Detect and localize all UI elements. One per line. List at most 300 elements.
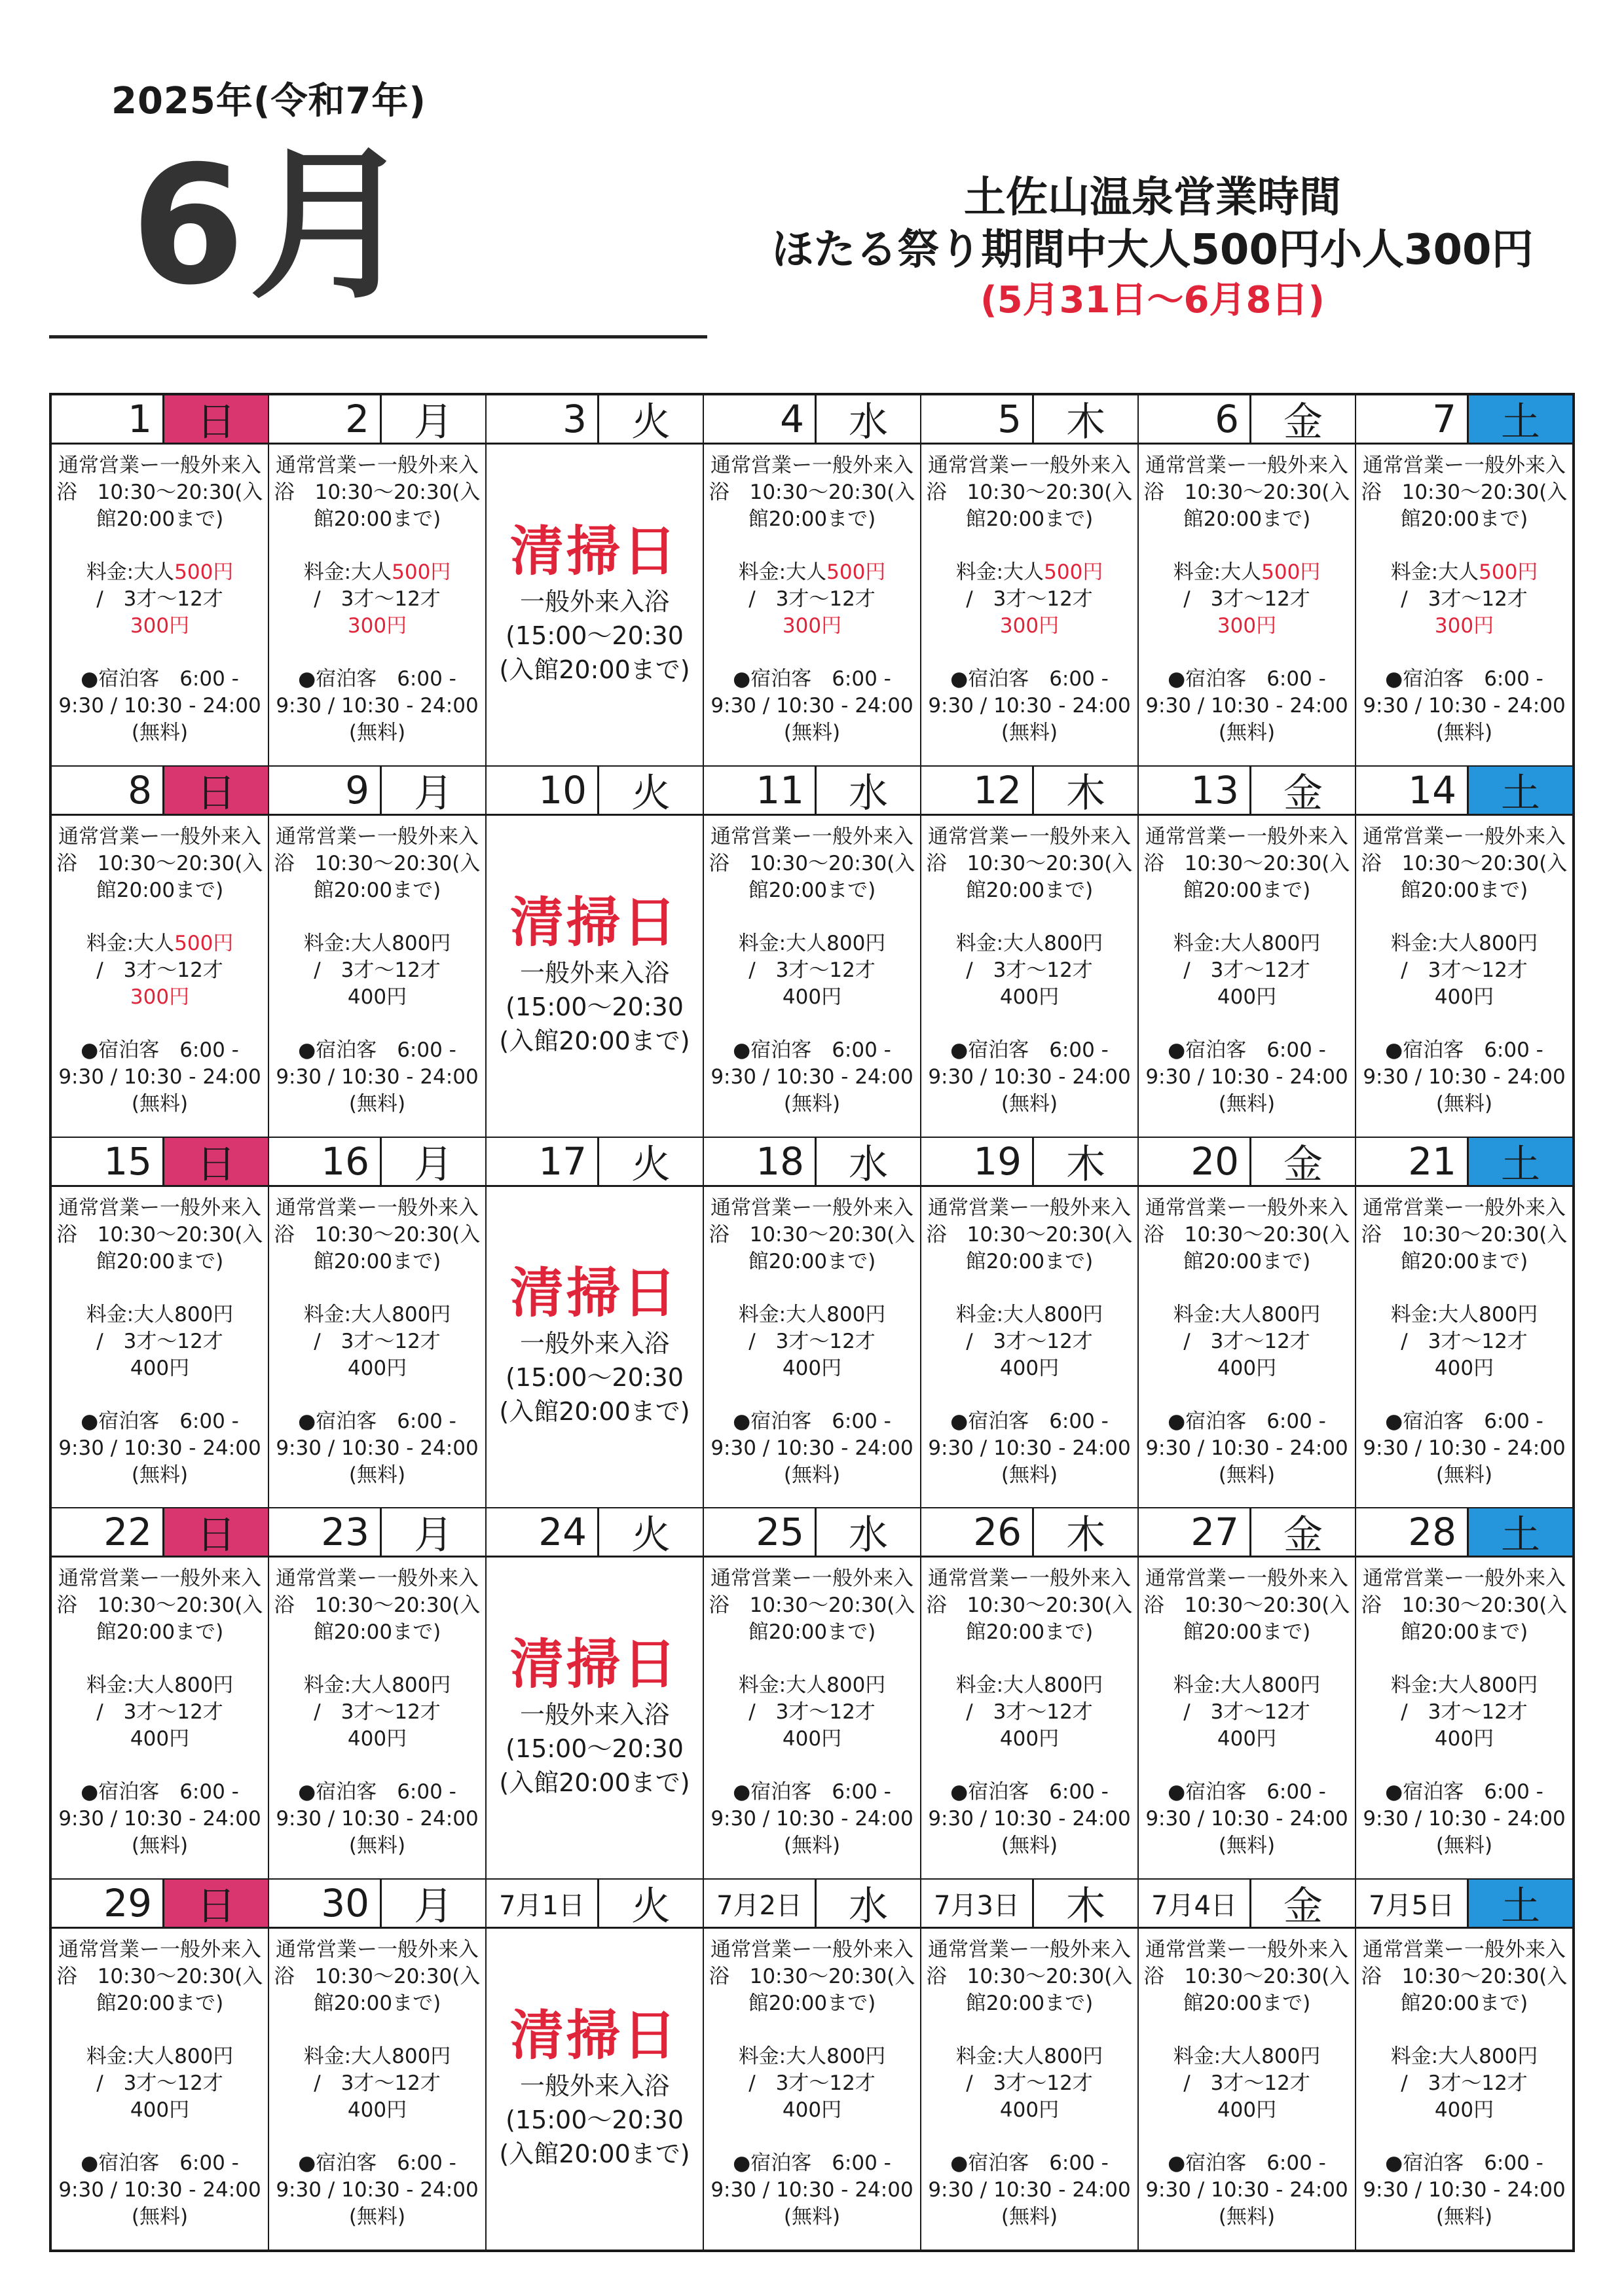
child-fee: 400円 <box>1434 1727 1494 1751</box>
price-adult <box>707 1302 917 1328</box>
adult-fee: 500円 <box>826 560 886 584</box>
child-fee: 400円 <box>1434 2098 1494 2123</box>
open-day-body <box>1356 445 1572 765</box>
guest-hours-line: ●宿泊客 6:00 - <box>1168 2151 1326 2176</box>
hours-line: 浴 10:30〜20:30(入 <box>56 1222 263 1247</box>
closed-note-line: (15:00〜20:30 <box>506 1363 684 1393</box>
hours-line: 通常営業ー一般外来入 <box>276 1195 479 1220</box>
onsen-hours-title: 土佐山温泉営業時間 <box>964 173 1341 222</box>
adult-fee: 800円 <box>826 1673 886 1698</box>
price-label: 料金:大人 <box>1390 1673 1479 1698</box>
guest-hours-line: ●宿泊客 6:00 - <box>733 1038 891 1062</box>
price-child-range: / 3才〜12才 <box>1183 1700 1310 1724</box>
hours-line: 浴 10:30〜20:30(入 <box>709 851 915 875</box>
guest-hours-line: ●宿泊客 6:00 - <box>1168 1409 1326 1433</box>
open-day-body <box>1139 1187 1355 1508</box>
calendar-day <box>1356 1137 1573 1508</box>
hours-line: 浴 10:30〜20:30(入 <box>274 1965 481 1989</box>
hours-line: 通常営業ー一般外来入 <box>1145 824 1348 848</box>
price-child-range: / 3才〜12才 <box>748 1700 876 1724</box>
open-day-body <box>52 816 268 1137</box>
guest-hours-line: ●宿泊客 6:00 - <box>950 1038 1109 1062</box>
price-label: 料金:大人 <box>955 1673 1044 1698</box>
price-adult <box>924 559 1135 586</box>
day-number: 16 <box>269 1138 382 1185</box>
day-number: 11 <box>704 767 817 814</box>
guest-free-note: (無料) <box>1218 2205 1276 2229</box>
hours-line: 浴 10:30〜20:30(入 <box>709 1594 915 1618</box>
child-fee: 300円 <box>130 614 190 638</box>
adult-fee: 800円 <box>1261 2045 1321 2069</box>
guest-hours-line: 9:30 / 10:30 - 24:00 <box>58 1065 261 1089</box>
guest-hours-line: ●宿泊客 6:00 - <box>81 667 239 691</box>
open-day-body <box>1356 1187 1572 1508</box>
calendar-day <box>921 1137 1138 1508</box>
closed-note-line: (15:00〜20:30 <box>506 621 684 650</box>
price-child-range: / 3才〜12才 <box>1401 1700 1528 1724</box>
guest-free-note: (無料) <box>783 1463 841 1487</box>
weekday-label: 火 <box>631 1512 671 1559</box>
day-header <box>1139 1138 1355 1187</box>
hours-line: 浴 10:30〜20:30(入 <box>56 851 263 875</box>
hours-line: 浴 10:30〜20:30(入 <box>274 851 481 875</box>
weekday-label: 土 <box>1469 767 1572 814</box>
price-child-range: / 3才〜12才 <box>748 1329 876 1353</box>
child-fee: 400円 <box>130 1727 190 1751</box>
weekday-label: 水 <box>849 1141 888 1188</box>
guest-hours-line: 9:30 / 10:30 - 24:00 <box>1145 2178 1348 2202</box>
guest-hours-line: 9:30 / 10:30 - 24:00 <box>1363 1436 1566 1460</box>
closed-note-line: (15:00〜20:30 <box>506 2105 684 2135</box>
price-adult <box>1141 559 1352 586</box>
hours-line: 館20:00まで) <box>965 1992 1094 2016</box>
price-child-range: / 3才〜12才 <box>1401 1329 1528 1353</box>
guest-free-note: (無料) <box>348 2205 406 2229</box>
child-fee: 300円 <box>782 614 842 638</box>
day-number: 7月5日 <box>1356 1880 1469 1927</box>
guest-hours-line: 9:30 / 10:30 - 24:00 <box>276 1065 479 1089</box>
hours-line: 通常営業ー一般外来入 <box>276 1567 479 1591</box>
day-number: 7月3日 <box>921 1880 1034 1927</box>
child-fee: 400円 <box>1434 985 1494 1009</box>
adult-fee: 500円 <box>1479 560 1538 584</box>
guest-hours-line: 9:30 / 10:30 - 24:00 <box>928 694 1131 718</box>
price-child-range: / 3才〜12才 <box>1183 2071 1310 2096</box>
calendar-day <box>703 1137 921 1508</box>
hours-line: 通常営業ー一般外来入 <box>928 824 1131 848</box>
hours-line: 館20:00まで) <box>1183 1620 1311 1645</box>
hours-line: 浴 10:30〜20:30(入 <box>274 1222 481 1247</box>
adult-fee: 800円 <box>1044 2045 1103 2069</box>
calendar-day <box>1356 766 1573 1137</box>
price-label: 料金:大人 <box>955 1302 1044 1326</box>
weekday-label: 火 <box>631 770 671 816</box>
calendar-day <box>486 1879 703 2250</box>
price-label: 料金:大人 <box>955 931 1044 955</box>
guest-hours-line: 9:30 / 10:30 - 24:00 <box>1145 1065 1348 1089</box>
guest-hours-line: ●宿泊客 6:00 - <box>1168 1038 1326 1062</box>
weekday-label: 土 <box>1469 1880 1572 1927</box>
day-header <box>487 1138 703 1187</box>
guest-hours-line: ●宿泊客 6:00 - <box>733 1780 891 1804</box>
price-adult <box>1359 559 1570 586</box>
calendar-day <box>921 766 1138 1137</box>
hours-line: 館20:00まで) <box>748 1620 876 1645</box>
price-adult <box>54 1672 265 1699</box>
closed-note-line: 一般外来入浴 <box>519 587 669 616</box>
hours-line: 館20:00まで) <box>313 1249 441 1273</box>
calendar-day <box>703 1879 921 2250</box>
day-number: 24 <box>487 1508 599 1556</box>
guest-hours-line: 9:30 / 10:30 - 24:00 <box>928 2178 1131 2202</box>
hours-line: 通常営業ー一般外来入 <box>710 454 913 477</box>
closed-note-line: (入館20:00まで) <box>499 655 690 684</box>
guest-free-note: (無料) <box>1435 1463 1493 1487</box>
day-header <box>487 395 703 445</box>
price-adult <box>924 1672 1135 1699</box>
guest-free-note: (無料) <box>1218 1463 1276 1487</box>
weekday-label: 木 <box>1066 1512 1105 1559</box>
price-adult <box>1141 1672 1352 1699</box>
guest-hours-line: ●宿泊客 6:00 - <box>81 1038 239 1062</box>
day-header <box>1139 1508 1355 1558</box>
guest-free-note: (無料) <box>348 1091 406 1116</box>
hours-line: 通常営業ー一般外来入 <box>1363 454 1566 477</box>
price-label: 料金:大人 <box>303 931 392 955</box>
calendar-day <box>703 395 921 766</box>
cleaning-day-title: 清掃日 <box>509 2005 679 2068</box>
hours-line: 館20:00まで) <box>1400 1249 1528 1273</box>
guest-hours-line: 9:30 / 10:30 - 24:00 <box>710 1436 913 1460</box>
hours-line: 館20:00まで) <box>965 1620 1094 1645</box>
guest-free-note: (無料) <box>131 1091 189 1116</box>
closed-note-line: (入館20:00まで) <box>499 1397 690 1427</box>
child-fee: 300円 <box>1217 614 1277 638</box>
calendar-day <box>486 1508 703 1879</box>
hours-line: 通常営業ー一般外来入 <box>58 1938 261 1962</box>
hours-line: 浴 10:30〜20:30(入 <box>1361 1965 1568 1989</box>
closed-day-body <box>487 1558 703 1878</box>
guest-free-note: (無料) <box>1435 1091 1493 1116</box>
hours-line: 通常営業ー一般外来入 <box>928 1567 1131 1591</box>
adult-fee: 500円 <box>174 560 234 584</box>
day-number: 18 <box>704 1138 817 1185</box>
child-fee: 400円 <box>999 1356 1060 1380</box>
adult-fee: 800円 <box>826 2045 886 2069</box>
price-adult <box>272 1672 483 1699</box>
guest-hours-line: ●宿泊客 6:00 - <box>950 1409 1109 1433</box>
price-adult <box>1141 2043 1352 2070</box>
weekday-label: 金 <box>1283 1512 1323 1559</box>
weekday-label: 木 <box>1066 770 1105 816</box>
day-header <box>269 395 485 445</box>
header-titles <box>707 172 1598 325</box>
day-header <box>1356 395 1572 445</box>
weekday-label: 月 <box>414 1141 453 1188</box>
hours-line: 通常営業ー一般外来入 <box>58 1567 261 1591</box>
open-day-body <box>1356 1929 1572 2250</box>
hours-line: 浴 10:30〜20:30(入 <box>926 1222 1133 1247</box>
price-adult <box>1359 1672 1570 1699</box>
guest-hours-line: 9:30 / 10:30 - 24:00 <box>710 694 913 718</box>
guest-hours-line: 9:30 / 10:30 - 24:00 <box>928 1436 1131 1460</box>
weekday-label: 金 <box>1283 1141 1323 1188</box>
calendar-day <box>486 395 703 766</box>
weekday-label: 木 <box>1066 1141 1105 1188</box>
day-header <box>704 767 920 816</box>
hours-line: 館20:00まで) <box>96 1249 224 1273</box>
weekday-label: 水 <box>849 770 888 816</box>
price-child-range: / 3才〜12才 <box>96 958 223 982</box>
open-day-body <box>269 445 485 765</box>
calendar-day <box>268 766 486 1137</box>
hours-line: 浴 10:30〜20:30(入 <box>709 481 915 504</box>
weekday-label: 金 <box>1283 770 1323 816</box>
guest-hours-line: 9:30 / 10:30 - 24:00 <box>1145 1807 1348 1831</box>
price-child-range: / 3才〜12才 <box>748 958 876 982</box>
guest-hours-line: ●宿泊客 6:00 - <box>81 1409 239 1433</box>
price-child-range: / 3才〜12才 <box>966 958 1093 982</box>
guest-free-note: (無料) <box>131 2205 189 2229</box>
calendar-day <box>921 1879 1138 2250</box>
day-number: 6 <box>1139 395 1251 443</box>
child-fee: 400円 <box>999 1727 1060 1751</box>
price-adult <box>54 559 265 586</box>
price-label: 料金:大人 <box>1173 931 1262 955</box>
closed-note-line: (15:00〜20:30 <box>506 992 684 1021</box>
day-number: 13 <box>1139 767 1251 814</box>
hours-line: 通常営業ー一般外来入 <box>1145 454 1348 477</box>
hours-line: 館20:00まで) <box>313 878 441 902</box>
price-child-range: / 3才〜12才 <box>314 587 441 611</box>
cleaning-day-title: 清掃日 <box>509 891 679 954</box>
adult-fee: 800円 <box>1044 1673 1103 1698</box>
hours-line: 館20:00まで) <box>965 1249 1094 1273</box>
weekday-label: 月 <box>414 770 453 816</box>
guest-free-note: (無料) <box>783 1834 841 1858</box>
open-day-body <box>1139 1929 1355 2250</box>
calendar-day <box>486 766 703 1137</box>
guest-hours-line: 9:30 / 10:30 - 24:00 <box>58 1807 261 1831</box>
hours-line: 館20:00まで) <box>748 1249 876 1273</box>
price-child-range: / 3才〜12才 <box>1183 587 1310 611</box>
hours-line: 通常営業ー一般外来入 <box>710 1938 913 1962</box>
child-fee: 400円 <box>347 1356 407 1380</box>
price-child-range: / 3才〜12才 <box>314 2071 441 2096</box>
weekday-label: 土 <box>1469 395 1572 443</box>
price-child-range: / 3才〜12才 <box>96 1329 223 1353</box>
hours-line: 館20:00まで) <box>1400 1992 1528 2016</box>
guest-hours-line: 9:30 / 10:30 - 24:00 <box>710 1065 913 1089</box>
hours-line: 通常営業ー一般外来入 <box>710 824 913 848</box>
open-day-body <box>269 1187 485 1508</box>
calendar-day <box>1356 1879 1573 2250</box>
adult-fee: 500円 <box>392 560 451 584</box>
weekday-label: 木 <box>1066 1884 1105 1930</box>
hours-line: 浴 10:30〜20:30(入 <box>709 1965 915 1989</box>
day-number: 3 <box>487 395 599 443</box>
day-header <box>1356 1880 1572 1929</box>
guest-free-note: (無料) <box>1218 721 1276 744</box>
guest-free-note: (無料) <box>783 1091 841 1116</box>
price-adult <box>1141 1302 1352 1328</box>
open-day-body <box>921 816 1137 1137</box>
day-number: 2 <box>269 395 382 443</box>
price-adult <box>1359 1302 1570 1328</box>
hours-line: 通常営業ー一般外来入 <box>928 1195 1131 1220</box>
child-fee: 400円 <box>782 2098 842 2123</box>
day-number: 22 <box>52 1508 164 1556</box>
guest-hours-line: ●宿泊客 6:00 - <box>1168 1780 1326 1804</box>
adult-fee: 800円 <box>174 1302 234 1326</box>
price-adult <box>54 1302 265 1328</box>
guest-hours-line: ●宿泊客 6:00 - <box>1385 1038 1543 1062</box>
open-day-body <box>704 1187 920 1508</box>
day-header <box>1356 1138 1572 1187</box>
day-number: 7 <box>1356 395 1469 443</box>
hours-line: 通常営業ー一般外来入 <box>710 1195 913 1220</box>
calendar-day <box>1138 395 1356 766</box>
guest-hours-line: 9:30 / 10:30 - 24:00 <box>276 2178 479 2202</box>
hours-line: 通常営業ー一般外来入 <box>1363 1195 1566 1220</box>
price-label: 料金:大人 <box>303 1302 392 1326</box>
cleaning-day-title: 清掃日 <box>509 1262 679 1325</box>
price-child-range: / 3才〜12才 <box>966 1700 1093 1724</box>
price-label: 料金:大人 <box>303 560 392 584</box>
hours-line: 浴 10:30〜20:30(入 <box>1361 1594 1568 1618</box>
guest-hours-line: 9:30 / 10:30 - 24:00 <box>710 1807 913 1831</box>
price-adult <box>272 559 483 586</box>
price-child-range: / 3才〜12才 <box>966 587 1093 611</box>
day-header <box>487 767 703 816</box>
price-child-range: / 3才〜12才 <box>96 2071 223 2096</box>
calendar-day <box>921 1508 1138 1879</box>
guest-hours-line: 9:30 / 10:30 - 24:00 <box>1363 1065 1566 1089</box>
price-label: 料金:大人 <box>1390 2045 1479 2069</box>
guest-hours-line: 9:30 / 10:30 - 24:00 <box>1363 2178 1566 2202</box>
price-label: 料金:大人 <box>303 2045 392 2069</box>
hours-line: 館20:00まで) <box>965 507 1094 531</box>
day-header <box>487 1508 703 1558</box>
open-day-body <box>52 1187 268 1508</box>
child-fee: 300円 <box>347 614 407 638</box>
open-day-body <box>1139 445 1355 765</box>
price-label: 料金:大人 <box>86 2045 175 2069</box>
day-header <box>704 1508 920 1558</box>
open-day-body <box>921 1558 1137 1878</box>
day-header <box>921 1508 1137 1558</box>
price-label: 料金:大人 <box>738 1673 827 1698</box>
price-label: 料金:大人 <box>86 1673 175 1698</box>
guest-free-note: (無料) <box>131 1463 189 1487</box>
closed-note-line: 一般外来入浴 <box>519 958 669 987</box>
guest-free-note: (無料) <box>1435 2205 1493 2229</box>
adult-fee: 800円 <box>1479 1302 1538 1326</box>
cleaning-day-title: 清掃日 <box>509 1633 679 1696</box>
price-adult <box>272 930 483 957</box>
hours-line: 通常営業ー一般外来入 <box>1363 824 1566 848</box>
day-number: 1 <box>52 395 164 443</box>
hours-line: 浴 10:30〜20:30(入 <box>1361 851 1568 875</box>
guest-free-note: (無料) <box>348 721 406 744</box>
guest-free-note: (無料) <box>1218 1091 1276 1116</box>
hours-line: 浴 10:30〜20:30(入 <box>926 1965 1133 1989</box>
weekday-label: 日 <box>164 1508 268 1556</box>
weekday-label: 金 <box>1283 1884 1323 1930</box>
price-adult <box>707 930 917 957</box>
day-number: 26 <box>921 1508 1034 1556</box>
hours-line: 館20:00まで) <box>313 507 441 531</box>
calendar-day <box>51 766 268 1137</box>
calendar-day <box>1138 1508 1356 1879</box>
adult-fee: 800円 <box>826 1302 886 1326</box>
guest-hours-line: ●宿泊客 6:00 - <box>81 1780 239 1804</box>
weekday-label: 火 <box>631 1141 671 1188</box>
adult-fee: 500円 <box>174 931 234 955</box>
price-label: 料金:大人 <box>955 2045 1044 2069</box>
child-fee: 400円 <box>782 1356 842 1380</box>
child-fee: 400円 <box>782 1727 842 1751</box>
child-fee: 400円 <box>782 985 842 1009</box>
child-fee: 300円 <box>999 614 1060 638</box>
guest-hours-line: 9:30 / 10:30 - 24:00 <box>276 694 479 718</box>
hours-line: 浴 10:30〜20:30(入 <box>274 1594 481 1618</box>
day-number: 15 <box>52 1138 164 1185</box>
hours-line: 館20:00まで) <box>1400 507 1528 531</box>
calendar-day <box>51 1137 268 1508</box>
open-day-body <box>704 816 920 1137</box>
day-header <box>921 1880 1137 1929</box>
hours-line: 館20:00まで) <box>1400 878 1528 902</box>
price-adult <box>54 930 265 957</box>
calendar-day <box>1138 1879 1356 2250</box>
day-number: 29 <box>52 1880 164 1927</box>
day-header <box>52 1880 268 1929</box>
guest-free-note: (無料) <box>783 2205 841 2229</box>
price-adult <box>1141 930 1352 957</box>
price-label: 料金:大人 <box>1390 1302 1479 1326</box>
hours-line: 館20:00まで) <box>748 878 876 902</box>
hours-line: 浴 10:30〜20:30(入 <box>274 481 481 504</box>
day-header <box>52 1138 268 1187</box>
guest-free-note: (無料) <box>1001 2205 1058 2229</box>
price-label: 料金:大人 <box>86 1302 175 1326</box>
closed-note-line: 一般外来入浴 <box>519 1329 669 1358</box>
closed-note-line: (入館20:00まで) <box>499 2140 690 2169</box>
adult-fee: 800円 <box>1479 931 1538 955</box>
closed-day-body <box>487 445 703 765</box>
price-child-range: / 3才〜12才 <box>1183 1329 1310 1353</box>
price-child-range: / 3才〜12才 <box>748 587 876 611</box>
guest-hours-line: ●宿泊客 6:00 - <box>1168 667 1326 691</box>
price-adult <box>1359 2043 1570 2070</box>
day-number: 30 <box>269 1880 382 1927</box>
hours-line: 浴 10:30〜20:30(入 <box>926 1594 1133 1618</box>
open-day-body <box>52 445 268 765</box>
open-day-body <box>52 1558 268 1878</box>
day-header <box>487 1880 703 1929</box>
guest-hours-line: 9:30 / 10:30 - 24:00 <box>58 1436 261 1460</box>
hours-line: 浴 10:30〜20:30(入 <box>1143 481 1350 504</box>
day-number: 9 <box>269 767 382 814</box>
child-fee: 400円 <box>347 1727 407 1751</box>
day-header <box>52 767 268 816</box>
calendar-grid <box>49 393 1575 2252</box>
weekday-label: 金 <box>1283 399 1323 445</box>
child-fee: 400円 <box>999 985 1060 1009</box>
closed-day-body <box>487 1187 703 1508</box>
price-label: 料金:大人 <box>1173 1673 1262 1698</box>
